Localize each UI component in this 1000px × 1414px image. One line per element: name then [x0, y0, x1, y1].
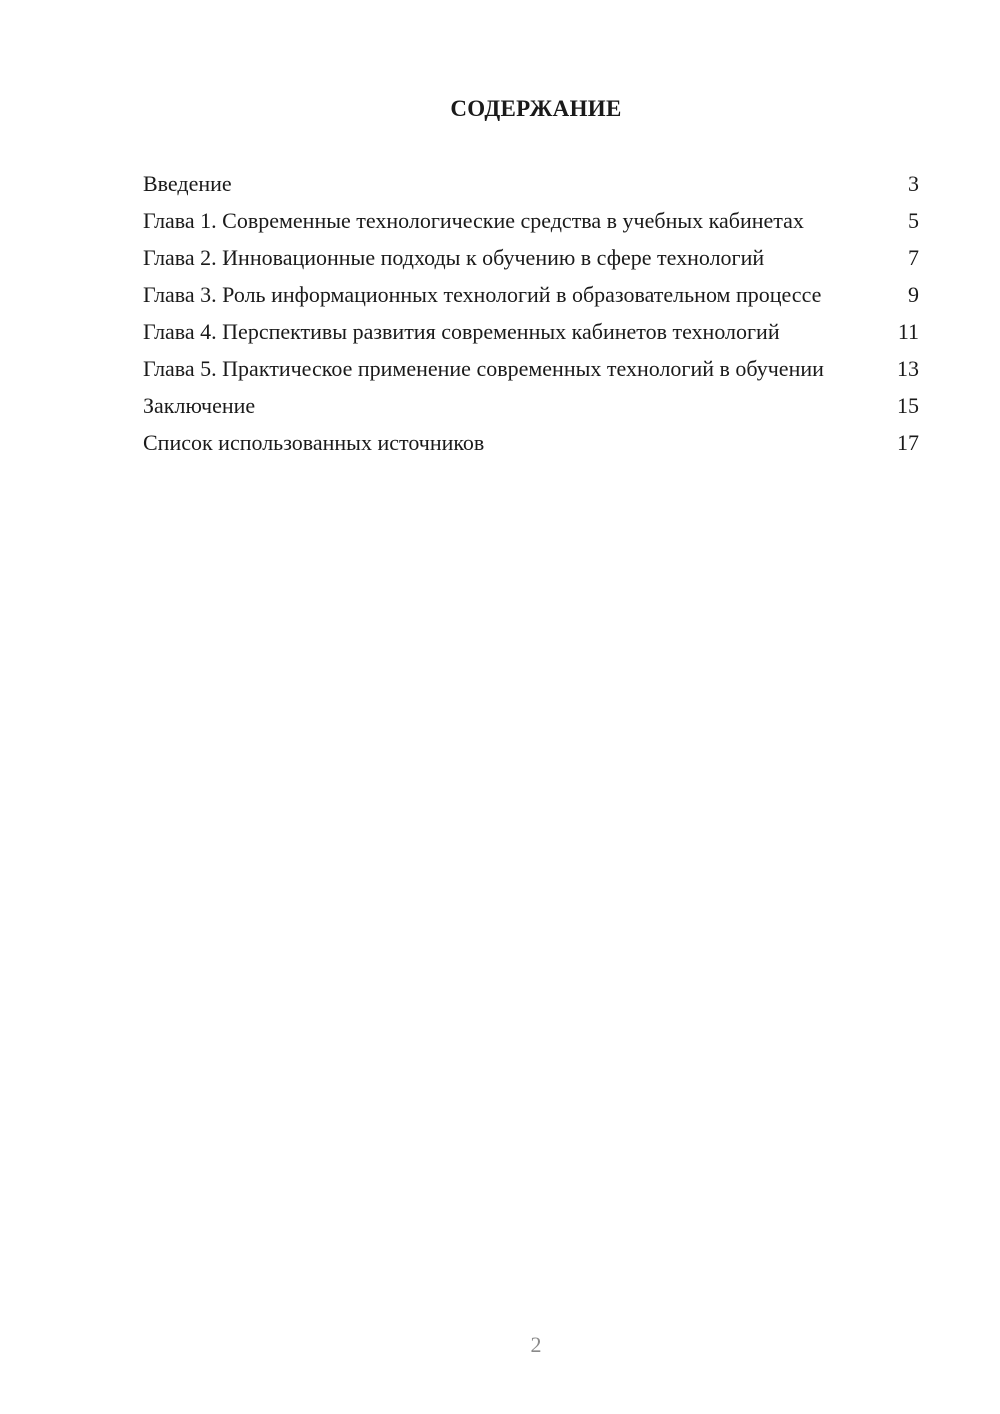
- table-of-contents: [143, 170, 919, 466]
- page-number: 2: [530, 1332, 542, 1357]
- toc-entry-text: Глава 4. Перспективы развития современных кабинетов технологий: [143, 319, 780, 344]
- toc-entry-chapter-3[interactable]: [143, 281, 919, 308]
- toc-entry-text: Список использованных источников: [143, 430, 485, 455]
- toc-entry-page: 3: [908, 171, 919, 196]
- toc-title: СОДЕРЖАНИЕ: [450, 96, 622, 121]
- toc-entry-text: Глава 3. Роль информационных технологий в образовательном процессе: [143, 282, 822, 307]
- toc-entry-text: Введение: [143, 171, 232, 196]
- toc-entry-text: Глава 5. Практическое применение современных технологий в обучении: [143, 356, 824, 381]
- toc-entry-chapter-4[interactable]: [143, 318, 919, 345]
- toc-entry-page: 9: [908, 282, 919, 307]
- toc-entry-conclusion[interactable]: [143, 392, 919, 419]
- toc-entry-chapter-2[interactable]: [143, 244, 919, 271]
- toc-entry-page: 7: [908, 245, 919, 270]
- toc-entry-page: 11: [897, 319, 919, 344]
- toc-entry-text: Глава 2. Инновационные подходы к обучению в сфере технологий: [143, 245, 765, 270]
- toc-entry-page: 5: [908, 208, 919, 233]
- toc-entry-references[interactable]: [143, 429, 919, 456]
- toc-entry-text: Заключение: [143, 393, 256, 418]
- toc-entry-introduction[interactable]: [143, 170, 919, 197]
- toc-entry-page: 17: [897, 430, 919, 455]
- toc-entry-chapter-1[interactable]: [143, 207, 919, 234]
- toc-entry-chapter-5[interactable]: [143, 355, 919, 382]
- toc-entry-text: Глава 1. Современные технологические средства в учебных кабинетах: [143, 208, 804, 233]
- toc-entry-page: 15: [897, 393, 919, 418]
- toc-entry-page: 13: [897, 356, 919, 381]
